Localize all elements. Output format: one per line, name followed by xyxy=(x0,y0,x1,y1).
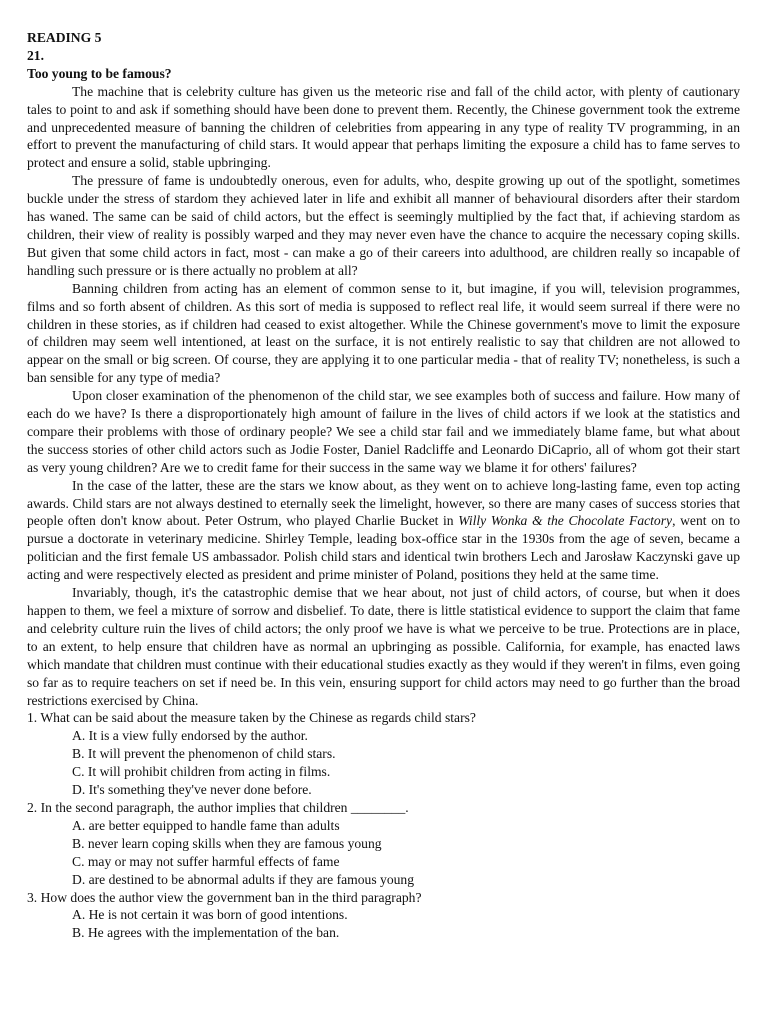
answer-option[interactable]: C. may or may not suffer harmful effects of fame xyxy=(72,853,340,869)
paragraph-2: The pressure of fame is undoubtedly onerous, even for adults, who, despite growing up out of the spotlight, sometimes buckle under the stress of stardom they achieved later in life and exhibit all manner of behavioural disorders after their stardom has waned. The same can be said of child actors, but the effect is seemingly multiplied by the fact that, if achieving stardom as children, their view of reality is possibly warped and they may never even have the chance to acquire the necessary coping skills. But given that some child actors in fact, most - can make a go of their careers into adulthood, are children really so incapable of handling such pressure or is there actually no problem at all? xyxy=(27,173,740,278)
paragraph-5-part-1: In the case of the latter, these are the stars we know about, as they went on to achieve long-lasting fame, even top acting awards. Child stars are not always destined to eternally seek the limelight, however, so there are many cases of success stories that people often don't know about. Peter Ostrum, who played Charlie Bucket in xyxy=(27,477,740,529)
question-text: 1. What can be said about the measure taken by the Chinese as regards child stars? xyxy=(27,710,476,726)
answer-options xyxy=(27,817,740,889)
answer-option[interactable]: B. never learn coping skills when they are famous young xyxy=(72,835,382,851)
question-3 xyxy=(27,889,740,943)
paragraph-1: The machine that is celebrity culture has given us the meteoric rise and fall of the child actor, with plenty of cautionary tales to point to and ask if something should have been done to prevent them. Recently, the Chinese government took the extreme and unprecedented measure of banning the children of celebrities from appearing in any type of reality TV programming, in an effort to prevent the manufacturing of child stars. It would appear that perhaps limiting the exposure a child has to fame serves to protect and ensure a solid, stable upbringing. xyxy=(27,83,740,171)
answer-option[interactable]: D. It's something they've never done before. xyxy=(72,782,312,798)
answer-options xyxy=(27,906,740,942)
paragraph-5-part-2: , went on to pursue a doctorate in veterinary medicine. Shirley Temple, leading box-office star in the 1930s from the age of seven, became a politician and the first female US ambassador. Polish child stars and identical twin brothers Lech and Jarosław Kaczynski gave up acting and were respectively elected as president and prime minister of Poland, positions they held at the same time. xyxy=(27,513,741,583)
paragraph-5 xyxy=(27,477,740,584)
question-1 xyxy=(27,709,740,799)
answer-option[interactable]: A. are better equipped to handle fame than adults xyxy=(72,817,340,833)
film-title: Willy Wonka & the Chocolate Factory xyxy=(458,513,673,529)
paragraph-6: Invariably, though, it's the catastrophic demise that we hear about, not just of child actors, of course, but when it does happen to them, we feel a mixture of sorrow and disbelief. To date, there is little statistical evidence to support the claim that fame and celebrity culture ruin the lives of child actors; the only proof we have is what we perceive to be true. Protections are in place, to an extent, to help ensure that children have as normal an upbringing as possible. California, for example, has enacted laws which mandate that children must continue with their educational studies exactly as they would if they weren't in films, even going so far as to require teachers on set if need be. In this vein, ensuring support for child actors may need to go further than the broad restrictions exercised by China. xyxy=(27,585,740,708)
question-text: 3. How does the author view the government ban in the third paragraph? xyxy=(27,889,422,905)
answer-option[interactable]: A. He is not certain it was born of good intentions. xyxy=(72,907,348,923)
question-2 xyxy=(27,799,740,889)
question-text: 2. In the second paragraph, the author implies that children ________. xyxy=(27,799,409,815)
answer-option[interactable]: D. are destined to be abnormal adults if they are famous young xyxy=(72,871,415,887)
reading-label: READING 5 xyxy=(27,30,102,45)
paragraph-4: Upon closer examination of the phenomenon of the child star, we see examples both of success and failure. How many of each do we have? Is there a disproportionately high amount of failure in the lives of child actors if we look at the statistics and compare their problems with those of ordinary people? We see a child star fail and we immediately blame fame, but what about the success stories of other child actors such as Jodie Foster, Daniel Radcliffe and Leonardo DiCaprio, all of whom got their start as very young children? Are we to credit fame for their success in the same way we blame it for others' failures? xyxy=(27,388,740,475)
answer-option[interactable]: B. It will prevent the phenomenon of child stars. xyxy=(72,746,336,762)
paragraph-3: Banning children from acting has an element of common sense to it, but imagine, if you will, television programmes, films and so forth absent of children. As this sort of media is supposed to reflect real life, it would seem surreal if there were no children in these stories, as if children had ceased to exist altogether. While the Chinese government's move to limit the exposure of children may seem well intentioned, at least on the surface, it is not entirely realistic to say that children are not allowed to appear on the small or big screen. Of course, they are applying it to one particular media - that of reality TV; nonetheless, is such a ban sensible for any type of media? xyxy=(27,280,740,386)
answer-option[interactable]: B. He agrees with the implementation of the ban. xyxy=(72,925,340,941)
answer-option[interactable]: C. It will prohibit children from acting in films. xyxy=(72,764,331,780)
passage-title: Too young to be famous? xyxy=(27,65,172,81)
answer-options xyxy=(27,727,740,799)
answer-option[interactable]: A. It is a view fully endorsed by the author. xyxy=(72,728,308,744)
exercise-number: 21. xyxy=(27,47,44,63)
